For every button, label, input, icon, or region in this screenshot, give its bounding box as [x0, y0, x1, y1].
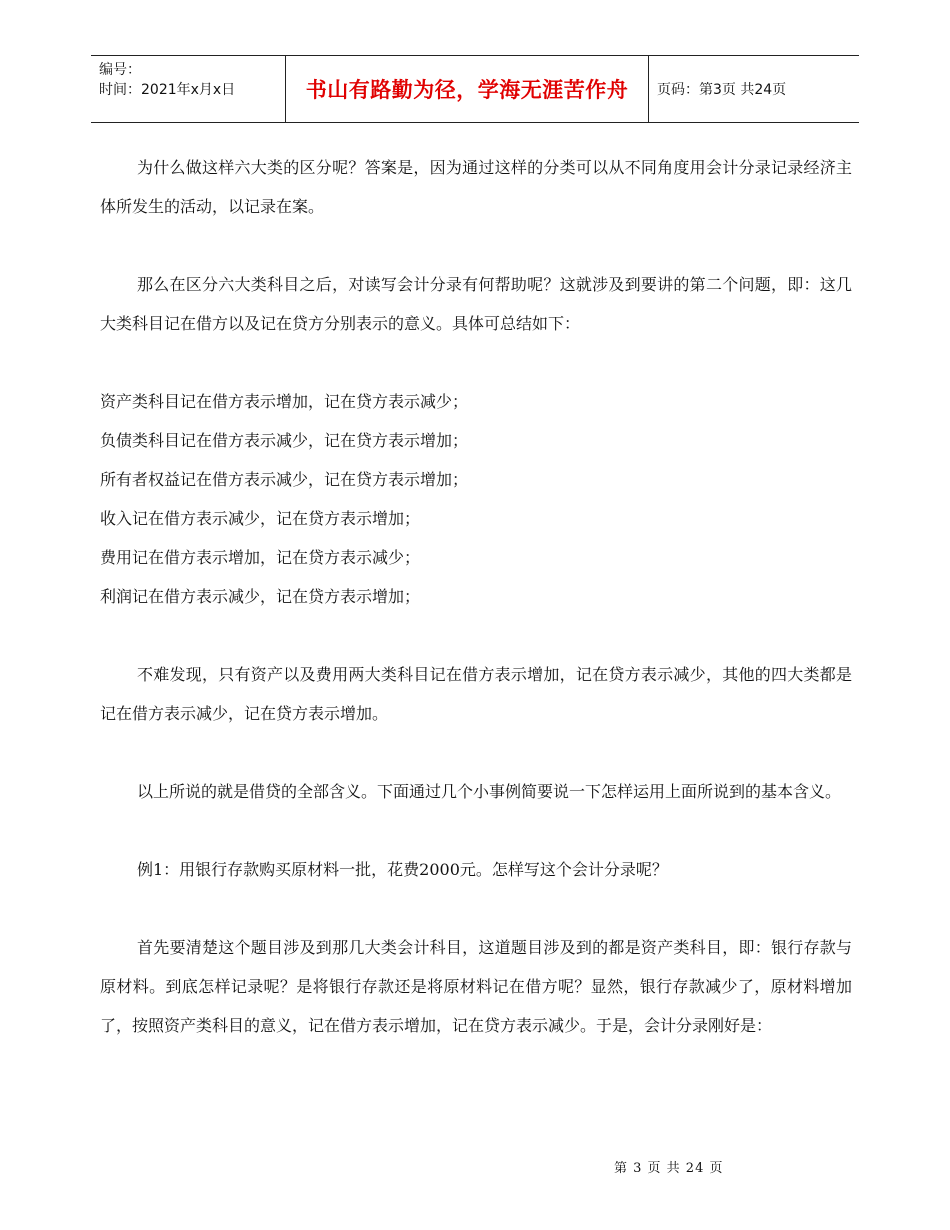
paragraph-6: 首先要清楚这个题目涉及到那几大类会计科目，这道题目涉及到的都是资产类科目，即：银行存款与原材料。到底怎样记录呢？是将银行存款还是将原材料记在借方呢？显然，银行存款减少了，原材料增加了，按照资产类科目的意义，记在借方表示增加，记在贷方表示减少。于是，会计分录刚好是：: [100, 938, 852, 1035]
number-label: 编号：: [99, 62, 141, 78]
rule-profit: 利润记在借方表示减少，记在贷方表示增加；: [100, 587, 421, 606]
paragraph-gap: [100, 811, 852, 850]
rule-revenue: 收入记在借方表示减少，记在贷方表示增加；: [100, 509, 421, 528]
paragraph-gap: [100, 889, 852, 928]
page-footer: 第 3 页 共 24 页: [614, 1161, 724, 1176]
header-page-info: 页码：第3页 共24页: [657, 82, 787, 98]
paragraph-2: 那么在区分六大类科目之后，对读写会计分录有何帮助呢？这就涉及到要讲的第二个问题，即：这几大类科目记在借方以及记在贷方分别表示的意义。具体可总结如下：: [100, 275, 852, 333]
paragraph-gap: [100, 616, 852, 655]
paragraph-5-example: 例1：用银行存款购买原材料一批，花费2000元。怎样写这个会计分录呢？: [137, 860, 668, 879]
header-meta: [91, 56, 285, 122]
page-header: [91, 55, 859, 123]
header-motto: 书山有路勤为径，学海无涯苦作舟: [305, 78, 629, 102]
paragraph-gap: [100, 733, 852, 772]
rule-assets: 资产类科目记在借方表示增加，记在贷方表示减少；: [100, 392, 469, 411]
time-label: 时间：2021年x月x日: [99, 82, 236, 98]
paragraph-gap: [100, 343, 852, 382]
rule-liabilities: 负债类科目记在借方表示减少，记在贷方表示增加；: [100, 431, 469, 450]
paragraph-3: 不难发现，只有资产以及费用两大类科目记在借方表示增加，记在贷方表示减少，其他的四大类都是记在借方表示减少，记在贷方表示增加。: [100, 665, 852, 723]
paragraph-4: 以上所说的就是借贷的全部含义。下面通过几个小事例简要说一下怎样运用上面所说到的基本含义。: [137, 782, 842, 801]
debit-credit-rules: [100, 382, 852, 616]
document-body: [100, 148, 852, 1045]
header-motto-cell: [285, 56, 649, 122]
paragraph-gap: [100, 226, 852, 265]
rule-expenses: 费用记在借方表示增加，记在贷方表示减少；: [100, 548, 421, 567]
paragraph-1: 为什么做这样六大类的区分呢？答案是，因为通过这样的分类可以从不同角度用会计分录记录经济主体所发生的活动，以记录在案。: [100, 158, 852, 216]
rule-equity: 所有者权益记在借方表示减少，记在贷方表示增加；: [100, 470, 469, 489]
header-page-info-cell: [649, 56, 859, 122]
